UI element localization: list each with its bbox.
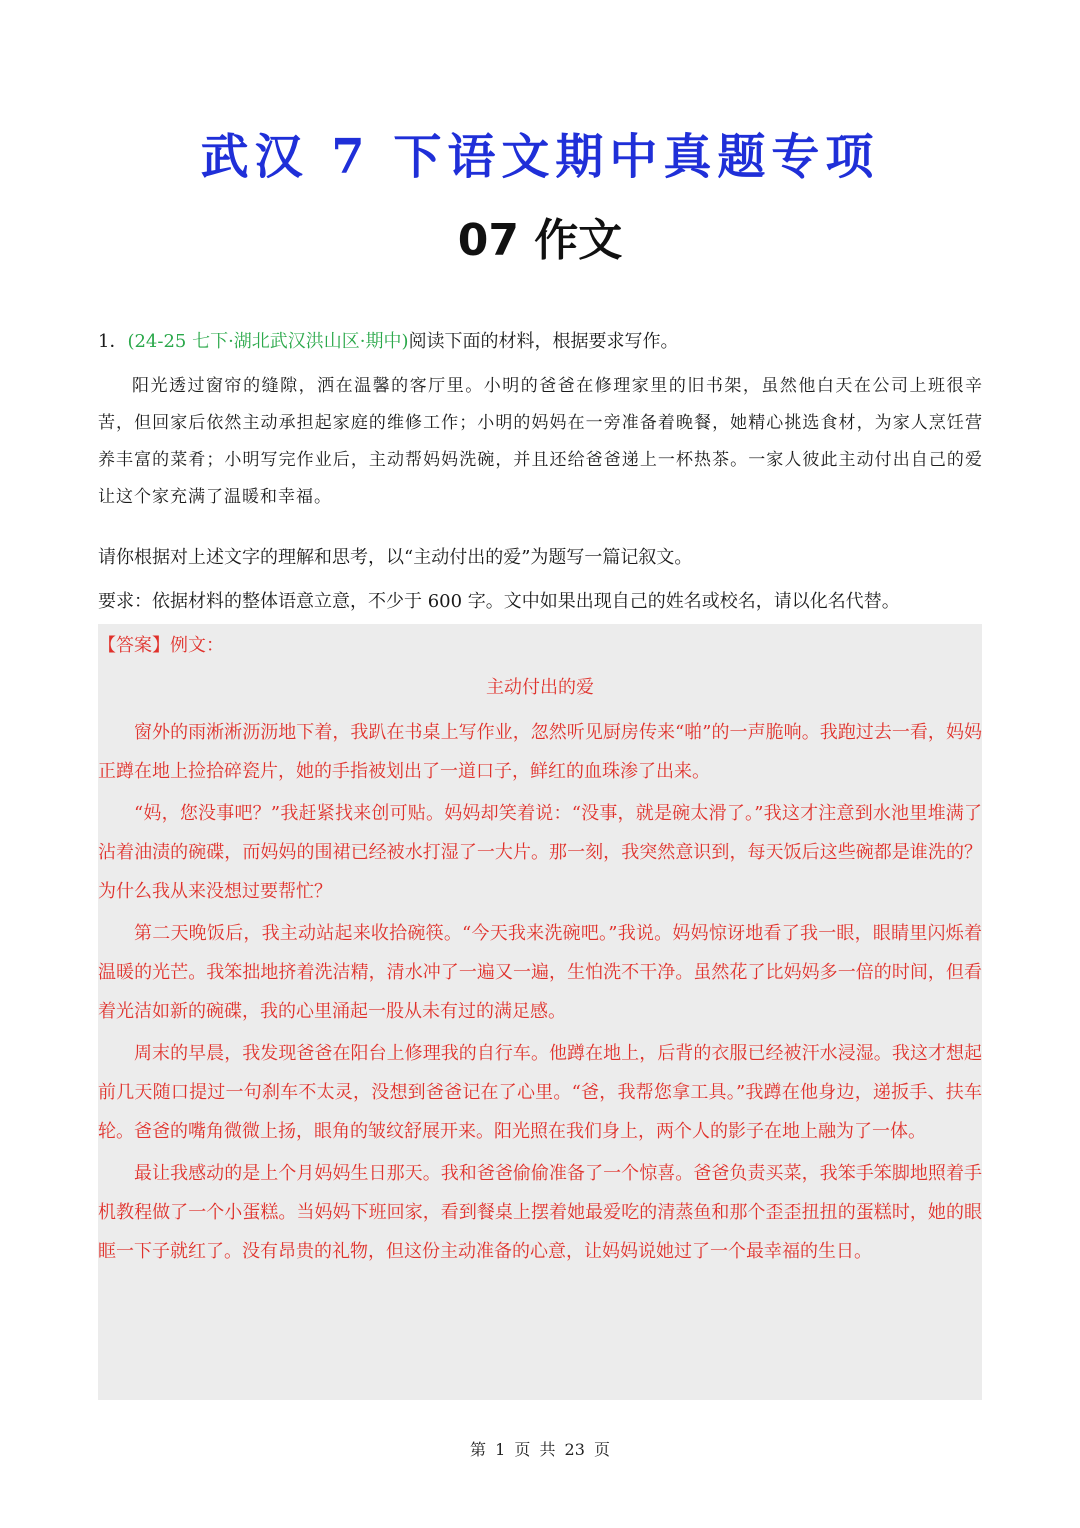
question-prompt: 阅读下面的材料，根据要求写作。 [408, 331, 679, 352]
essay-paragraph: 周末的早晨，我发现爸爸在阳台上修理我的自行车。他蹲在地上，后背的衣服已经被汗水浸湿。我这才想起前几天随口提过一句刹车不太灵，没想到爸爸记在了心里。“爸，我帮您拿工具。”我蹲在他身边，递扳手、扶车轮。爸爸的嘴角微微上扬，眼角的皱纹舒展开来。阳光照在我们身上，两个人的影子在地上融为了一体。 [98, 1043, 982, 1142]
essay-paragraph: “妈，您没事吧？”我赶紧找来创可贴。妈妈却笑着说：“没事，就是碗太滑了。”我这才注意到水池里堆满了沾着油渍的碗碟，而妈妈的围裙已经被水打湿了一大片。那一刻，我突然意识到，每天饭后这些碗都是谁洗的？为什么我从来没想过要帮忙？ [98, 803, 982, 902]
question-header [98, 330, 988, 354]
essay-title: 主动付出的爱 [486, 677, 594, 698]
writing-task: 请你根据对上述文字的理解和思考，以“主动付出的爱”为题写一篇记叙文。 [98, 547, 693, 568]
essay-body [98, 713, 982, 1274]
writing-requirement: 要求：依据材料的整体语意立意，不少于 600 字。文中如果出现自己的姓名或校名，请以化名代替。 [98, 591, 900, 612]
answer-label: 【答案】例文： [98, 635, 224, 656]
essay-paragraph: 窗外的雨淅淅沥沥地下着，我趴在书桌上写作业，忽然听见厨房传来“啪”的一声脆响。我跑过去一看，妈妈正蹲在地上捡拾碎瓷片，她的手指被划出了一道口子，鲜红的血珠渗了出来。 [98, 722, 982, 782]
page-number: 第 1 页 共 23 页 [470, 1440, 610, 1459]
document-title: 武汉 7 下语文期中真题专项 [200, 129, 880, 185]
section-title: 07 作文 [457, 215, 623, 266]
question-number: 1． [98, 331, 128, 352]
question-source: (24-25 七下·湖北武汉洪山区·期中) [127, 331, 409, 352]
reading-material: 阳光透过窗帘的缝隙，洒在温馨的客厅里。小明的爸爸在修理家里的旧书架，虽然他白天在公司上班很辛苦，但回家后依然主动承担起家庭的维修工作；小明的妈妈在一旁准备着晚餐，她精心挑选食材，为家人烹饪营养丰富的菜肴；小明写完作业后，主动帮妈妈洗碗，并且还给爸爸递上一杯热茶。一家人彼此主动付出自己的爱让这个家充满了温暖和幸福。 [98, 376, 983, 507]
essay-paragraph: 第二天晚饭后，我主动站起来收拾碗筷。“今天我来洗碗吧。”我说。妈妈惊讶地看了我一眼，眼睛里闪烁着温暖的光芒。我笨拙地挤着洗洁精，清水冲了一遍又一遍，生怕洗不干净。虽然花了比妈妈多一倍的时间，但看着光洁如新的碗碟，我的心里涌起一股从未有过的满足感。 [98, 923, 982, 1022]
essay-paragraph: 最让我感动的是上个月妈妈生日那天。我和爸爸偷偷准备了一个惊喜。爸爸负责买菜，我笨手笨脚地照着手机教程做了一个小蛋糕。当妈妈下班回家，看到餐桌上摆着她最爱吃的清蒸鱼和那个歪歪扭扭的蛋糕时，她的眼眶一下子就红了。没有昂贵的礼物，但这份主动准备的心意，让妈妈说她过了一个最幸福的生日。 [98, 1163, 982, 1262]
